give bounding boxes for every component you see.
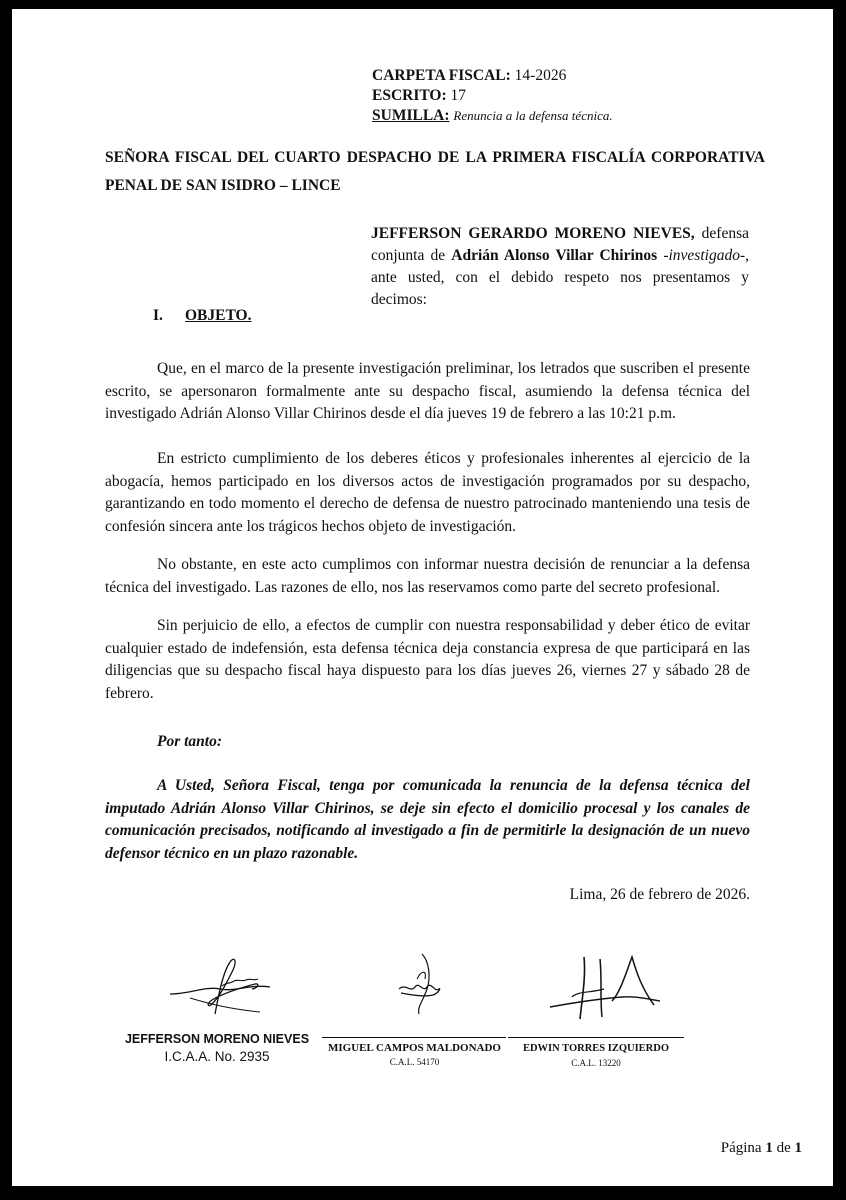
escrito-value: 17 xyxy=(450,87,467,104)
sumilla-value: Renuncia a la defensa técnica. xyxy=(453,108,613,123)
body-paragraph: Que, en el marco de la presente investigación preliminar, los letrados que suscriben el presente escrito, se apersonaron formalmente ante su despacho fiscal, asumiendo la defensa técnica del investigado Adrián Alonso Villar Chirinos desde el día jueves 19 de febrero a las 10:21 p.m. xyxy=(105,360,750,422)
client-role: -investigado- xyxy=(657,247,746,264)
signer-name-1: JEFFERSON MORENO NIEVES xyxy=(124,1032,310,1046)
escrito-label: ESCRITO: xyxy=(372,87,447,104)
case-header xyxy=(372,66,613,126)
body-paragraph: En estricto cumplimiento de los deberes éticos y profesionales inherentes al ejercicio de la abogacía, hemos participado en los diversos actos de investigación programados por su despacho, garantizando en todo momento el derecho de defensa de nuestro patrocinado manteniendo una tesis de confesión sincera ante los trágicos hechos objeto de investigación. xyxy=(105,450,750,535)
document-page xyxy=(12,9,833,1186)
intro-text-2: , ante usted, con el debido respeto nos presentamos y decimos: xyxy=(371,247,749,308)
carpeta-value: 14-2026 xyxy=(514,67,567,84)
handwritten-signature-2 xyxy=(387,949,457,1019)
page-current: 1 xyxy=(765,1140,773,1156)
lawyer-name: JEFFERSON GERARDO MORENO NIEVES, xyxy=(371,225,695,242)
handwritten-signature-3 xyxy=(542,949,672,1029)
signer-registration-1: I.C.A.A. No. 2935 xyxy=(164,1049,270,1064)
body-paragraph: Sin perjuicio de ello, a efectos de cumplir con nuestra responsabilidad y deber ético de evitar cualquier estado de indefensión, esta defensa técnica deja constancia expresa de que participará en las diligencias que su despacho fiscal haya dispuesto para los días jueves 26, viernes 27 y sábado 28 de febrero. xyxy=(105,617,750,702)
client-name: Adrián Alonso Villar Chirinos xyxy=(451,247,658,264)
petition-paragraph: A Usted, Señora Fiscal, tenga por comunicada la renuncia de la defensa técnica del imputado Adrián Alonso Villar Chirinos, se deje sin efecto el domicilio procesal y los canales de comunicación precisados, notificando al investigado a fin de permitirle la designación de un nuevo defensor técnico en un plazo razonable. xyxy=(105,777,750,862)
signer-registration-2: C.A.L. 54170 xyxy=(389,1057,440,1067)
section-number: I. xyxy=(153,307,163,324)
handwritten-signature-1 xyxy=(160,954,280,1024)
page-word: Página xyxy=(720,1140,762,1156)
addressee: SEÑORA FISCAL DEL CUARTO DESPACHO DE LA PRIMERA FISCALÍA CORPORATIVA PENAL DE SAN ISIDRO – LINCE xyxy=(105,149,765,194)
body-paragraph: No obstante, en este acto cumplimos con informar nuestra decisión de renunciar a la defensa técnica del investigado. Las razones de ello, nos las reservamos como parte del secreto profesional. xyxy=(105,556,750,596)
place-date: Lima, 26 de febrero de 2026. xyxy=(569,886,750,903)
intro-text-1: defensa conjunta de xyxy=(371,225,749,264)
por-tanto: Por tanto: xyxy=(157,733,223,750)
signer-name-2: MIGUEL CAMPOS MALDONADO xyxy=(328,1042,501,1054)
page-number xyxy=(652,1140,802,1157)
sumilla-label: SUMILLA: xyxy=(372,107,450,124)
intro-paragraph xyxy=(371,223,749,311)
sumilla-line xyxy=(372,106,613,126)
carpeta-line xyxy=(372,66,613,86)
page-total: 1 xyxy=(794,1140,802,1156)
carpeta-label: CARPETA FISCAL: xyxy=(372,67,511,84)
of-word: de xyxy=(776,1140,791,1156)
signer-name-3: EDWIN TORRES IZQUIERDO xyxy=(522,1043,670,1054)
section-heading xyxy=(153,307,251,325)
section-title: OBJETO. xyxy=(185,307,252,324)
signer-registration-3: C.A.L. 13220 xyxy=(571,1058,621,1068)
escrito-line xyxy=(372,86,613,106)
